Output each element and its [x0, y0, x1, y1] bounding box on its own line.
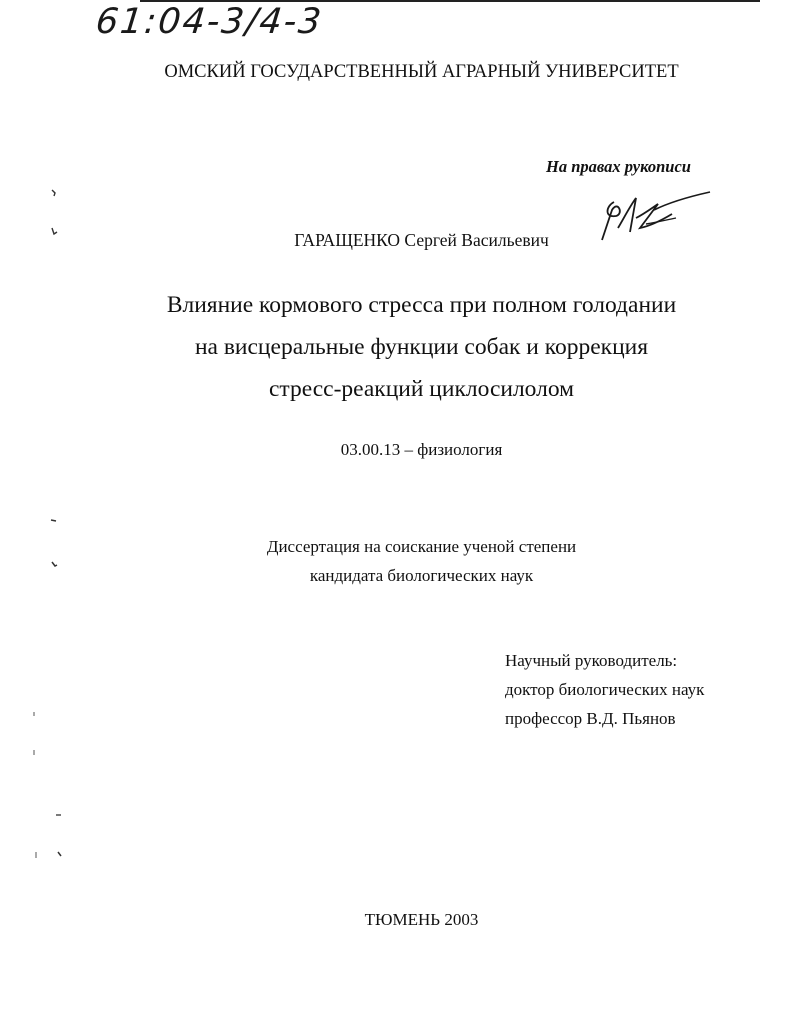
supervisor-line: профессор В.Д. Пьянов [505, 709, 676, 728]
title-line: на висцеральные функции собак и коррекция [194, 334, 649, 360]
dissertation-title [0, 284, 793, 410]
manuscript-rights-note: На правах рукописи [546, 157, 691, 176]
title-line: стресс-реакций циклосилолом [268, 376, 575, 402]
supervisor-line: Научный руководитель: [505, 651, 678, 670]
degree-line: кандидата биологических наук [309, 566, 534, 585]
specialty-code: 03.00.13 – физиология [340, 440, 503, 459]
scientific-supervisor [505, 646, 704, 733]
author-name: ГАРАЩЕНКО Сергей Васильевич [294, 230, 549, 250]
title-line: Влияние кормового стресса при полном голодании [166, 292, 677, 318]
degree-statement [0, 532, 793, 590]
scan-margin-marks [0, 0, 80, 1025]
university-name: ОМСКИЙ ГОСУДАРСТВЕННЫЙ АГРАРНЫЙ УНИВЕРСИТЕТ [164, 62, 679, 82]
archive-code-handwritten: 61:04-3/4-3 [93, 2, 325, 42]
supervisor-line: доктор биологических наук [505, 680, 705, 699]
degree-line: Диссертация на соискание ученой степени [266, 537, 577, 556]
city-year: ТЮМЕНЬ 2003 [364, 910, 479, 929]
